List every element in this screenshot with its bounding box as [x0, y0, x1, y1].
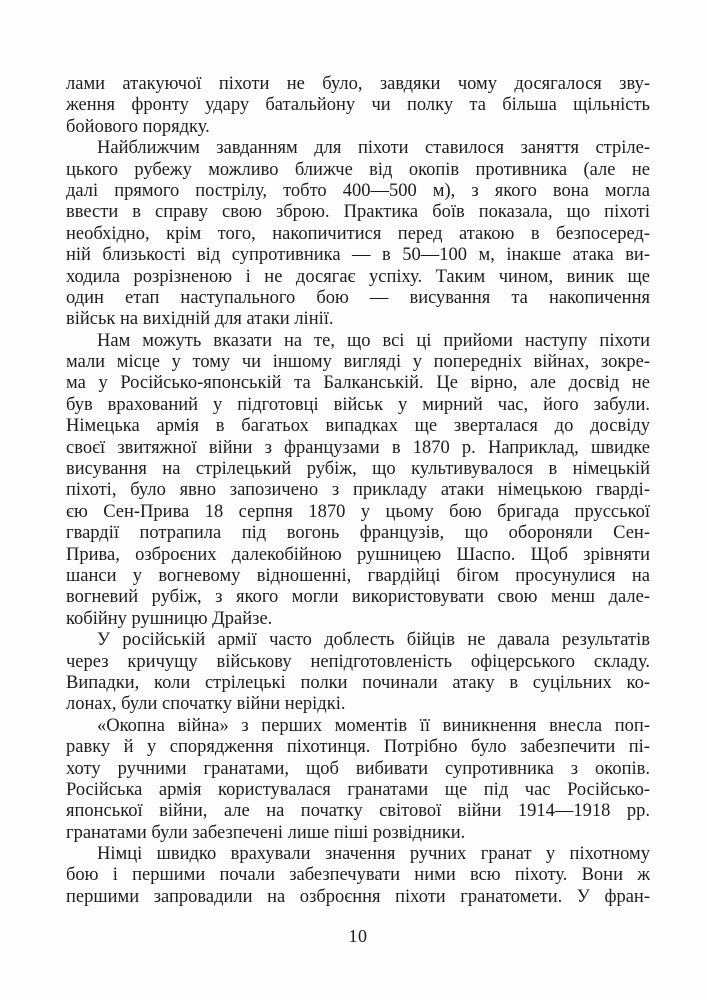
text-line: вогневий рубіж, з якого могли використовувати свою менш дале-: [66, 587, 650, 608]
text-line: японської війни, але на початку світової війни 1914—1918 рр.: [66, 801, 650, 822]
text-line: бою і першими почали забезпечувати ними всю піхоту. Вони ж: [66, 865, 650, 886]
text-line: через кричущу військову непідготовленість офіцерського складу.: [66, 651, 650, 672]
text-line: першими запровадили на озброєння піхоти гранатомети. У фран-: [66, 886, 650, 907]
text-line: гранатами були забезпечені лише піші розвідники.: [66, 822, 466, 843]
paragraph-3: [66, 331, 650, 630]
text-line: ній близькості від супротивника — в 50—100 м, інакше атака ви-: [66, 245, 650, 266]
text-line: У російській армії часто доблесть бійців не давала результатів: [97, 630, 650, 651]
text-line: ження фронту удару батальйону чи полку та більша щільність: [66, 95, 650, 116]
text-line: хоту ручними гранатами, щоб вибивати супротивника з окопів.: [66, 758, 650, 779]
text-line: був врахований у підготовці військ у мирний час, його забули.: [66, 394, 650, 415]
text-line: Випадки, коли стрілецькі полки починали атаку в суцільних ко-: [66, 672, 650, 693]
page-number: 10: [348, 926, 368, 946]
text-line: мали місце у тому чи іншому вигляді у попередніх війнах, зокре-: [66, 352, 650, 373]
text-line: своєї звитяжної війни з французами в 1870 р. Наприклад, швидке: [66, 437, 650, 458]
text-line: Німецька армія в багатьох випадках ще зверталася до досвіду: [66, 416, 650, 437]
paragraph-6: [66, 844, 650, 908]
text-line: один етап наступального бою — висування та накопичення: [66, 287, 650, 308]
text-line: Нам можуть вказати на те, що всі ці прийоми наступу піхоти: [97, 330, 650, 351]
text-line: Прива, озброєних далекобійною рушницею Шаспо. Щоб зрівняти: [66, 544, 650, 565]
text-line: ходила розрізненою і не досягає успіху. Таким чином, виник ще: [66, 266, 650, 287]
paragraph-1: [66, 74, 650, 138]
text-line: Німці швидко врахували значення ручних гранат у піхотному: [97, 844, 650, 865]
text-line: військ на вихідній для атаки лінії.: [66, 309, 334, 330]
text-line: лонах, були спочатку війни нерідкі.: [66, 694, 346, 715]
text-line: єю Сен-Прива 18 серпня 1870 у цьому бою бригада прусської: [66, 501, 650, 522]
text-line: Російська армія користувалася гранатами ще під час Російсько-: [66, 779, 650, 800]
paragraph-4: [66, 630, 650, 716]
paragraph-5: [66, 716, 650, 844]
text-line: необхідно, крім того, накопичитися перед атакою в безпосеред-: [66, 223, 650, 244]
text-line: бойового порядку.: [66, 116, 210, 137]
text-line: Найближчим завданням для піхоти ставилося заняття стріле-: [97, 138, 650, 159]
text-line: кобійну рушницю Драйзе.: [66, 608, 273, 629]
text-line: гвардії потрапила під вогонь французів, що обороняли Сен-: [66, 523, 650, 544]
text-line: ввести в справу свою зброю. Практика боїв показала, що піхоті: [66, 202, 650, 223]
text-line: «Окопна війна» з перших моментів її виникнення внесла поп-: [97, 715, 650, 736]
text-line: шанси у вогневому відношенні, гвардійці бігом просунулися на: [66, 565, 650, 586]
text-line: піхоті, було явно запозичено з прикладу атаки німецькою гварді-: [66, 480, 650, 501]
text-line: ма у Російсько-японській та Балканській. Це вірно, але досвід не: [66, 373, 650, 394]
text-block: [66, 74, 650, 908]
text-line: цького рубежу можливо ближче від окопів противника (але не: [66, 159, 650, 180]
text-line: висування на стрілецький рубіж, що культивувалося в німецькій: [66, 459, 650, 480]
text-line: лами атакуючої піхоти не було, завдяки чому досягалося зву-: [66, 74, 650, 94]
text-line: далі прямого пострілу, тобто 400—500 м), з якого вона могла: [66, 180, 650, 201]
paragraph-2: [66, 138, 650, 331]
text-line: равку й у спорядження піхотинця. Потрібно було забезпечити пі-: [66, 737, 650, 758]
